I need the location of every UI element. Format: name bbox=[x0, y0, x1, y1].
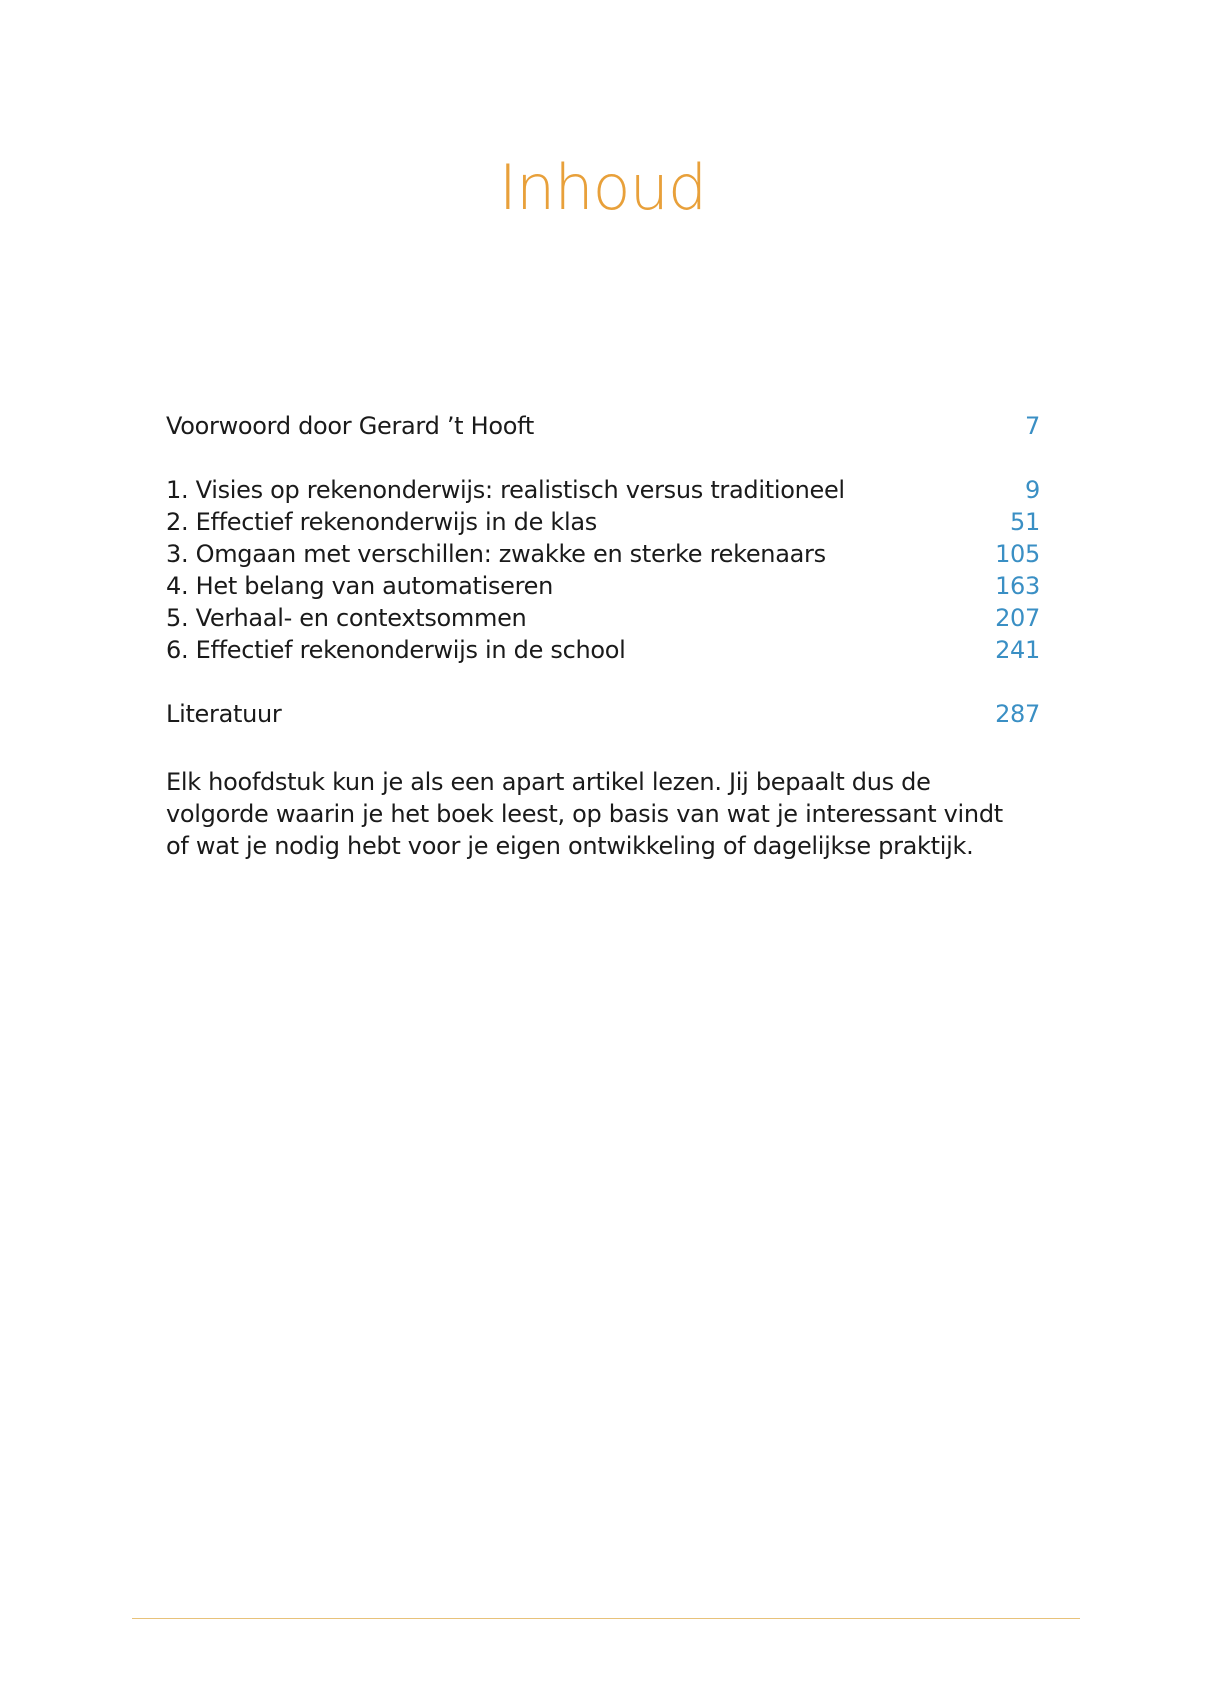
toc-entry-chapter-1 bbox=[166, 474, 1040, 506]
toc-entry-page: 9 bbox=[1025, 476, 1040, 504]
toc-entry-chapter-6 bbox=[166, 634, 1040, 666]
intro-paragraph: Elk hoofdstuk kun je als een apart artikel lezen. Jij bepaalt dus de volgorde waarin je het boek leest, op basis van wat je interessant vindt of wat je nodig hebt voor je eigen ontwikkeling of dagelijkse praktijk. bbox=[166, 768, 1003, 860]
table-of-contents bbox=[166, 410, 1040, 730]
toc-entry-chapter-3 bbox=[166, 538, 1040, 570]
toc-entry-label: Literatuur bbox=[166, 700, 282, 728]
toc-entry-page: 7 bbox=[1025, 412, 1040, 440]
toc-entry-label: 2. Effectief rekenonderwijs in de klas bbox=[166, 508, 597, 536]
toc-entry-foreword bbox=[166, 410, 1040, 442]
toc-entry-label: 5. Verhaal- en contextsommen bbox=[166, 604, 527, 632]
footer-divider bbox=[132, 1618, 1080, 1619]
toc-entry-literature bbox=[166, 698, 1040, 730]
toc-entry-label: 1. Visies op rekenonderwijs: realistisch versus traditioneel bbox=[166, 476, 845, 504]
toc-entry-page: 163 bbox=[995, 572, 1040, 600]
toc-entry-label: Voorwoord door Gerard ’t Hooft bbox=[166, 412, 534, 440]
toc-entry-page: 51 bbox=[1010, 508, 1040, 536]
toc-entry-chapter-5 bbox=[166, 602, 1040, 634]
toc-entry-page: 207 bbox=[995, 604, 1040, 632]
toc-entry-page: 287 bbox=[995, 700, 1040, 728]
page-title: Inhoud bbox=[498, 151, 707, 224]
toc-entry-label: 4. Het belang van automatiseren bbox=[166, 572, 554, 600]
toc-entry-chapter-4 bbox=[166, 570, 1040, 602]
toc-entry-page: 241 bbox=[995, 636, 1040, 664]
toc-entry-page: 105 bbox=[995, 540, 1040, 568]
toc-entry-label: 3. Omgaan met verschillen: zwakke en sterke rekenaars bbox=[166, 540, 826, 568]
toc-entry-label: 6. Effectief rekenonderwijs in de school bbox=[166, 636, 626, 664]
toc-entry-chapter-2 bbox=[166, 506, 1040, 538]
